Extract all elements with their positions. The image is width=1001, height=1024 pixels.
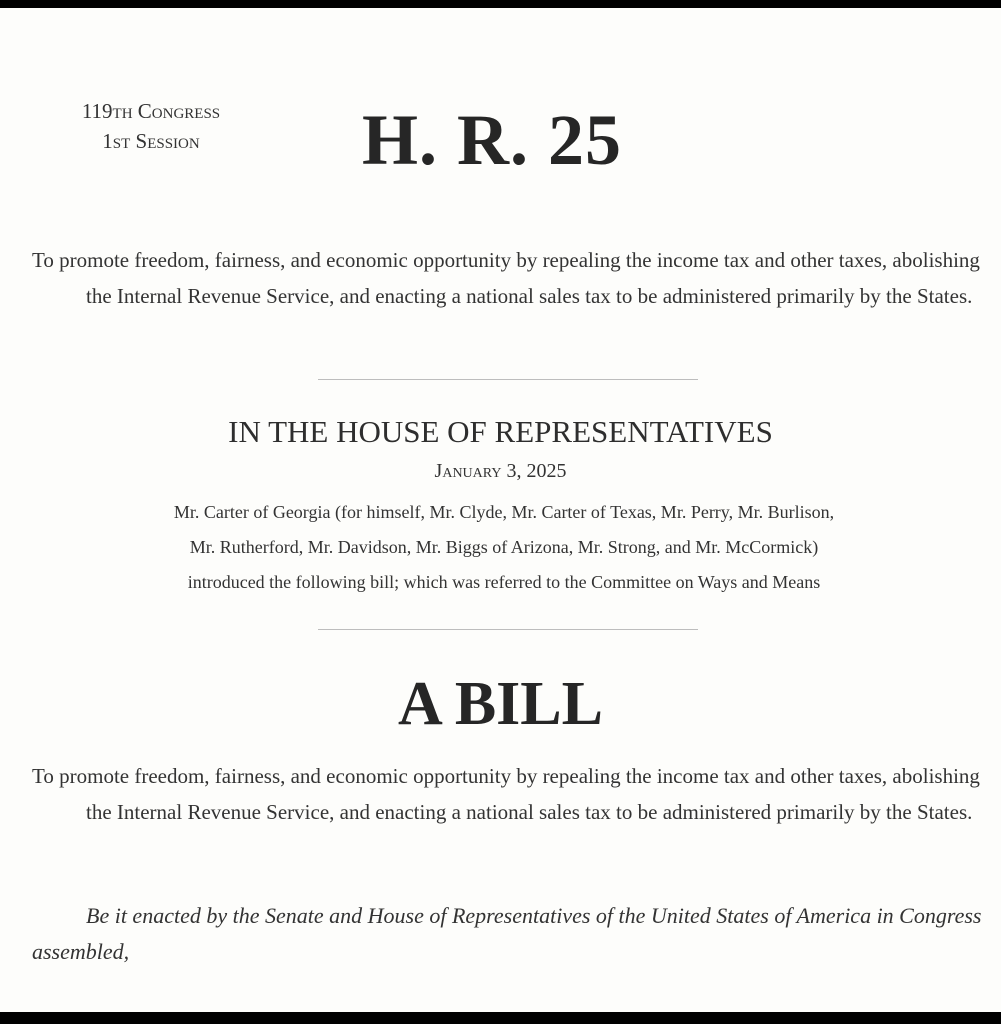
- bill-number: H. R. 25: [362, 100, 622, 180]
- sponsor-line: Mr. Carter of Georgia (for himself, Mr. Clyde, Mr. Carter of Texas, Mr. Perry, Mr. Burlison,: [173, 502, 835, 522]
- congress-label: 119th Congress: [81, 99, 221, 123]
- bill-purpose: To promote freedom, fairness, and economic opportunity by repealing the income tax and other taxes, abolishing the Internal Revenue Service, and enacting a national sales tax to be administered primarily by the States.: [32, 764, 980, 824]
- divider-rule: [318, 379, 698, 380]
- purpose-summary: To promote freedom, fairness, and economic opportunity by repealing the income tax and other taxes, abolishing the Internal Revenue Service, and enacting a national sales tax to be administered primarily by the States.: [32, 248, 980, 308]
- sponsor-line: Mr. Rutherford, Mr. Davidson, Mr. Biggs of Arizona, Mr. Strong, and Mr. McCormick): [189, 537, 819, 557]
- bill-title: A BILL: [397, 670, 604, 738]
- bill-header: [0, 8, 1001, 208]
- session-label: 1st Session: [102, 129, 200, 153]
- enacting-clause: Be it enacted by the Senate and House of Representatives of the United States of America in Congress assembled,: [32, 903, 982, 964]
- introduction-date: January 3, 2025: [434, 460, 567, 482]
- sponsor-line: introduced the following bill; which was referred to the Committee on Ways and Means: [187, 572, 821, 592]
- bill-page: [0, 8, 1001, 1012]
- divider-rule: [318, 629, 698, 630]
- house-heading: IN THE HOUSE OF REPRESENTATIVES: [228, 414, 773, 449]
- congress-session-block: [40, 96, 262, 156]
- sponsors-statement: [0, 495, 1001, 600]
